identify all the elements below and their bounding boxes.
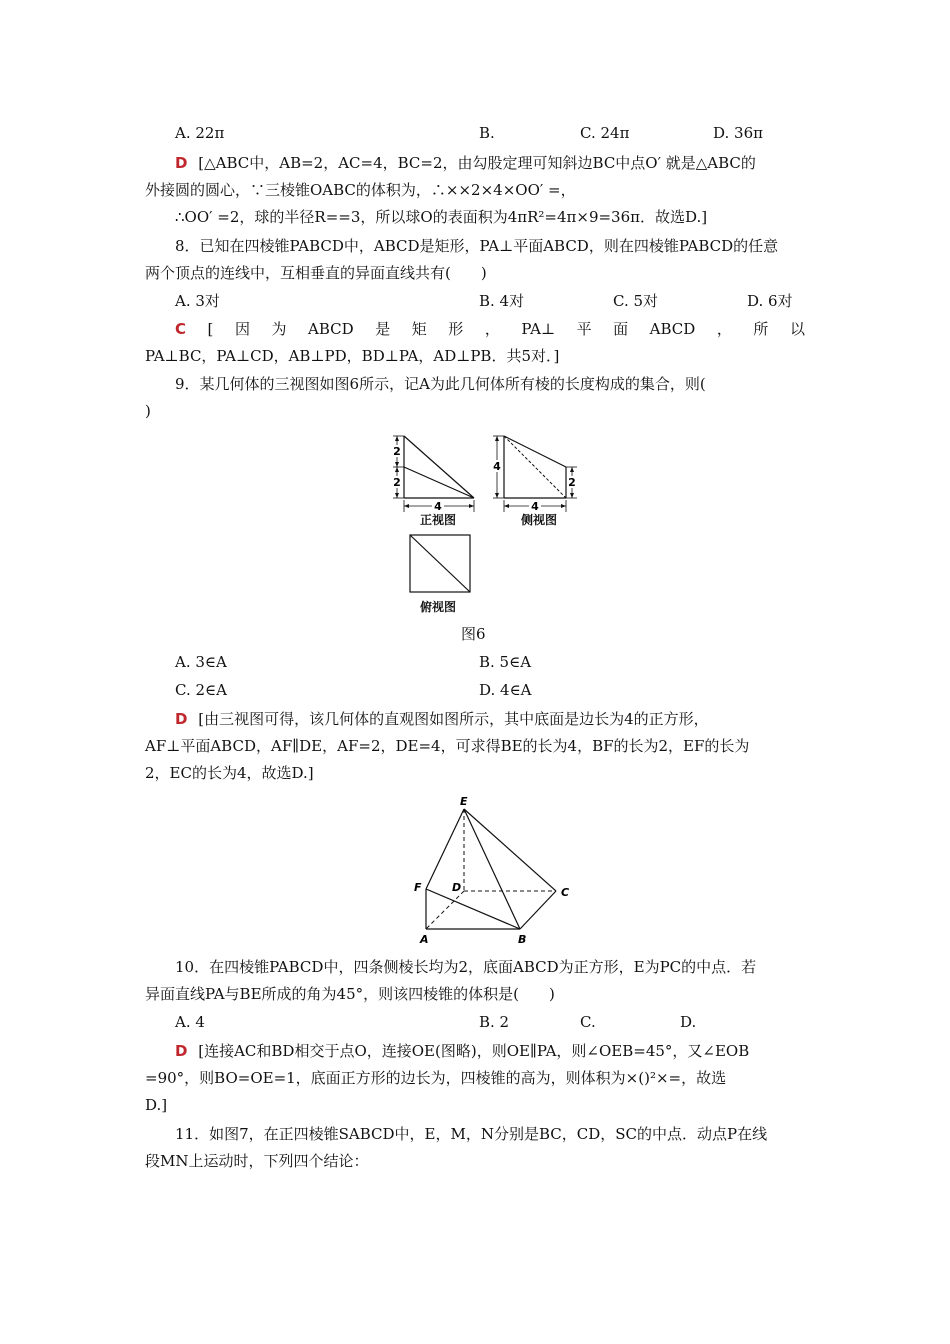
q9-stem-line-2: ) [145, 402, 151, 420]
solid-label-a: A [420, 933, 429, 946]
q7-option-b: B. [479, 124, 495, 142]
q10-option-d: D. [680, 1013, 697, 1031]
q8-option-c: C. 5对 [613, 292, 659, 310]
front-dim-width: 4 [434, 500, 442, 513]
q10-answer-text-1: [连接AC和BD相交于点O，连接OE(图略)，则OE∥PA，则∠OEB=45°，又∠EOB [198, 1042, 750, 1060]
front-view-label: 正视图 [420, 513, 457, 527]
solid-label-b: B [518, 933, 527, 946]
q7-answer-line-2: 外接圆的圆心，∵三棱锥OABC的体积为，∴××2×4×OO′ =， [145, 181, 576, 199]
q9-answer-letter: D [175, 710, 188, 728]
q10-answer-line-3: D.] [145, 1096, 168, 1114]
q8-answer-word: 是 [375, 320, 391, 338]
side-view-diagram [486, 430, 581, 520]
q7-option-a: A. 22π [175, 124, 225, 142]
q11-stem-line-1: 11．如图7，在正四棱锥SABCD中，E，M，N分别是BC，CD，SC的中点．动点P在线 [175, 1125, 768, 1143]
q8-answer-word: PA⊥ [521, 320, 556, 338]
front-dim-upper: 2 [393, 445, 401, 458]
q8-answer-word: 为 [271, 320, 287, 338]
q10-stem-line-1: 10．在四棱锥PABCD中，四条侧棱长均为2，底面ABCD为正方形，E为PC的中点．若 [175, 958, 757, 976]
solid-label-e: E [460, 795, 468, 808]
q7-answer-line-3: ∴OO′ =2，球的半径R==3，所以球O的表面积为4πR²=4π×9=36π．故选D.] [175, 208, 708, 226]
q8-stem-line-2: 两个顶点的连线中，互相垂直的异面直线共有( ) [145, 264, 487, 282]
q8-answer-word: 面 [613, 320, 629, 338]
front-view-diagram [392, 430, 482, 520]
side-dim-width: 4 [531, 500, 539, 513]
q8-answer-word: 形 [448, 320, 464, 338]
q9-answer-line-3: 2，EC的长为4，故选D.] [145, 764, 314, 782]
q9-option-d: D. 4∈A [479, 681, 532, 699]
top-view-label: 俯视图 [420, 600, 457, 614]
q9-answer-line-2: AF⊥平面ABCD，AF∥DE，AF=2，DE=4，可求得BE的长为4，BF的长为2，EF的长为 [145, 737, 750, 755]
q7-option-d: D. 36π [713, 124, 763, 142]
q9-stem-line-1: 9．某几何体的三视图如图6所示，记A为此几何体所有棱的长度构成的集合，则( [175, 375, 706, 393]
q9-option-c: C. 2∈A [175, 681, 227, 699]
q7-answer-text-1: [△ABC中，AB=2，AC=4，BC=2，由勾股定理可知斜边BC中点O′ 就是△ABC的 [198, 154, 756, 172]
solid-label-c: C [561, 886, 570, 899]
q8-answer-letter: C [175, 320, 187, 338]
q7-answer-line-1 [175, 153, 756, 173]
q11-stem-line-2: 段MN上运动时，下列四个结论： [145, 1152, 369, 1170]
q10-answer-line-2: =90°，则BO=OE=1，底面正方形的边长为，四棱锥的高为，则体积为×()²×=，故选 [145, 1069, 727, 1087]
solid-figure-diagram [408, 795, 578, 950]
q9-answer-line-1 [175, 709, 709, 729]
q8-answer-word: ABCD [649, 320, 696, 338]
q8-answer-word: 因 [234, 320, 250, 338]
q8-answer-word: 矩 [411, 320, 427, 338]
figure-6-caption: 图6 [461, 625, 486, 643]
front-dim-lower: 2 [393, 476, 401, 489]
q7-option-c: C. 24π [580, 124, 630, 142]
solid-label-f: F [414, 881, 422, 894]
q8-option-d: D. 6对 [747, 292, 793, 310]
q8-answer-word: 所 [753, 320, 769, 338]
q8-answer-word: 以 [789, 320, 805, 338]
q9-answer-text-1: [由三视图可得，该几何体的直观图如图所示，其中底面是边长为4的正方形， [198, 710, 709, 728]
q10-option-c: C. [580, 1013, 596, 1031]
q7-answer-letter: D [175, 154, 188, 172]
q8-option-b: B. 4对 [479, 292, 525, 310]
q10-option-a: A. 4 [175, 1013, 205, 1031]
side-dim-height: 4 [493, 460, 501, 473]
solid-label-d: D [452, 881, 462, 894]
q8-answer-word: ， [484, 320, 500, 338]
q8-answer-word: ， [716, 320, 732, 338]
side-dim-right: 2 [568, 476, 576, 489]
q8-answer-line-2: PA⊥BC，PA⊥CD，AB⊥PD，BD⊥PA，AD⊥PB．共5对．] [145, 347, 560, 365]
top-view-diagram [406, 533, 474, 595]
q9-option-a: A. 3∈A [175, 653, 227, 671]
q8-answer-line-1 [175, 319, 805, 339]
q10-option-b: B. 2 [479, 1013, 510, 1031]
q10-stem-line-2: 异面直线PA与BE所成的角为45°，则该四棱锥的体积是( ) [145, 985, 555, 1003]
q8-answer-word: [ [207, 320, 214, 338]
side-view-label: 侧视图 [521, 513, 558, 527]
q10-answer-letter: D [175, 1042, 188, 1060]
q8-answer-word: ABCD [308, 320, 354, 338]
q10-answer-line-1 [175, 1041, 749, 1061]
q8-answer-word: 平 [576, 320, 592, 338]
q8-option-a: A. 3对 [175, 292, 220, 310]
q9-option-b: B. 5∈A [479, 653, 532, 671]
q8-stem-line-1: 8．已知在四棱锥PABCD中，ABCD是矩形，PA⊥平面ABCD，则在四棱锥PABCD的任意 [175, 237, 779, 255]
